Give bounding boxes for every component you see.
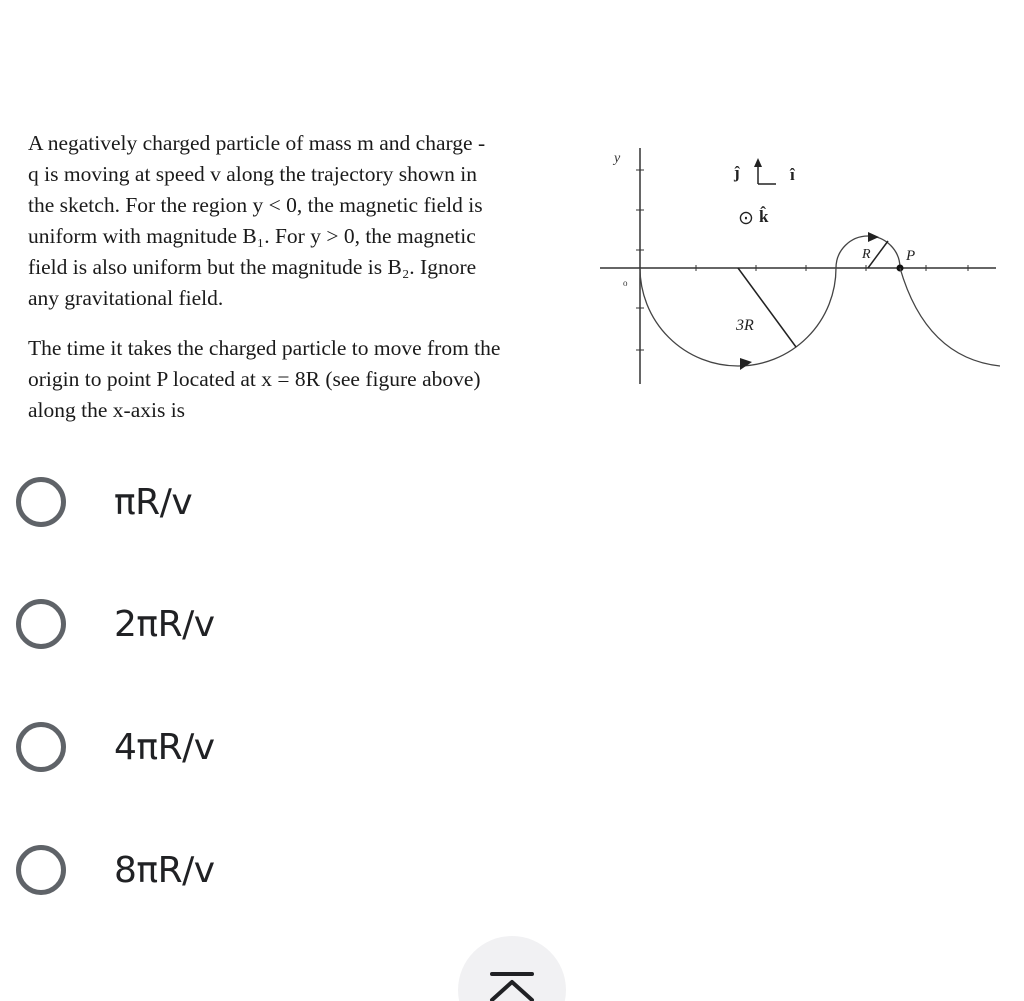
- question-paragraph-2: The time it takes the charged particle to move from the origin to point P located at x = 8R (see figure above) along the x-axis is: [28, 336, 501, 422]
- scroll-to-top-button[interactable]: [458, 936, 566, 1001]
- question-text: [28, 128, 593, 426]
- option-3[interactable]: [16, 717, 215, 777]
- large-radius-label: 3R: [736, 317, 754, 334]
- option-1[interactable]: [16, 472, 192, 532]
- j-hat-arrowhead: [754, 158, 762, 167]
- radio-button-icon[interactable]: [16, 477, 66, 527]
- radio-button-icon[interactable]: [16, 722, 66, 772]
- option-label: 2πR/v: [114, 603, 215, 645]
- k-out-of-page-icon: ⊙: [738, 208, 754, 229]
- small-arc-direction-arrowhead: [868, 232, 879, 242]
- point-p-marker: [897, 265, 904, 272]
- continuing-trajectory: [900, 268, 1000, 366]
- option-4[interactable]: [16, 840, 215, 900]
- origin-label: o: [623, 278, 628, 288]
- option-label: 8πR/v: [114, 849, 215, 891]
- k-hat-label: k̂: [759, 207, 769, 226]
- i-hat-label: î: [790, 165, 795, 184]
- j-hat-label: ĵ: [734, 163, 740, 182]
- option-label: πR/v: [114, 481, 193, 523]
- chevron-up-bar-icon: [488, 968, 536, 1001]
- radio-button-icon[interactable]: [16, 845, 66, 895]
- question-paragraph-1: A negatively charged particle of mass m and charge - q is moving at speed v along the trajectory shown in the sketch. For the region y < 0, the magnetic field is uniform with magnitude B₁. For y > 0, the magnetic field is also uniform but the magnitude is B₂. Ignore any gravitational field.: [28, 131, 486, 310]
- large-radius-line: [738, 268, 796, 347]
- small-radius-line: [868, 241, 888, 268]
- radio-button-icon[interactable]: [16, 599, 66, 649]
- option-2[interactable]: [16, 594, 215, 654]
- small-radius-label: R: [862, 247, 871, 262]
- option-label: 4πR/v: [114, 726, 215, 768]
- trajectory-figure: [596, 140, 1000, 390]
- point-p-label: P: [906, 248, 916, 264]
- large-arc-direction-arrowhead: [740, 358, 752, 370]
- y-axis-label: y: [614, 151, 621, 166]
